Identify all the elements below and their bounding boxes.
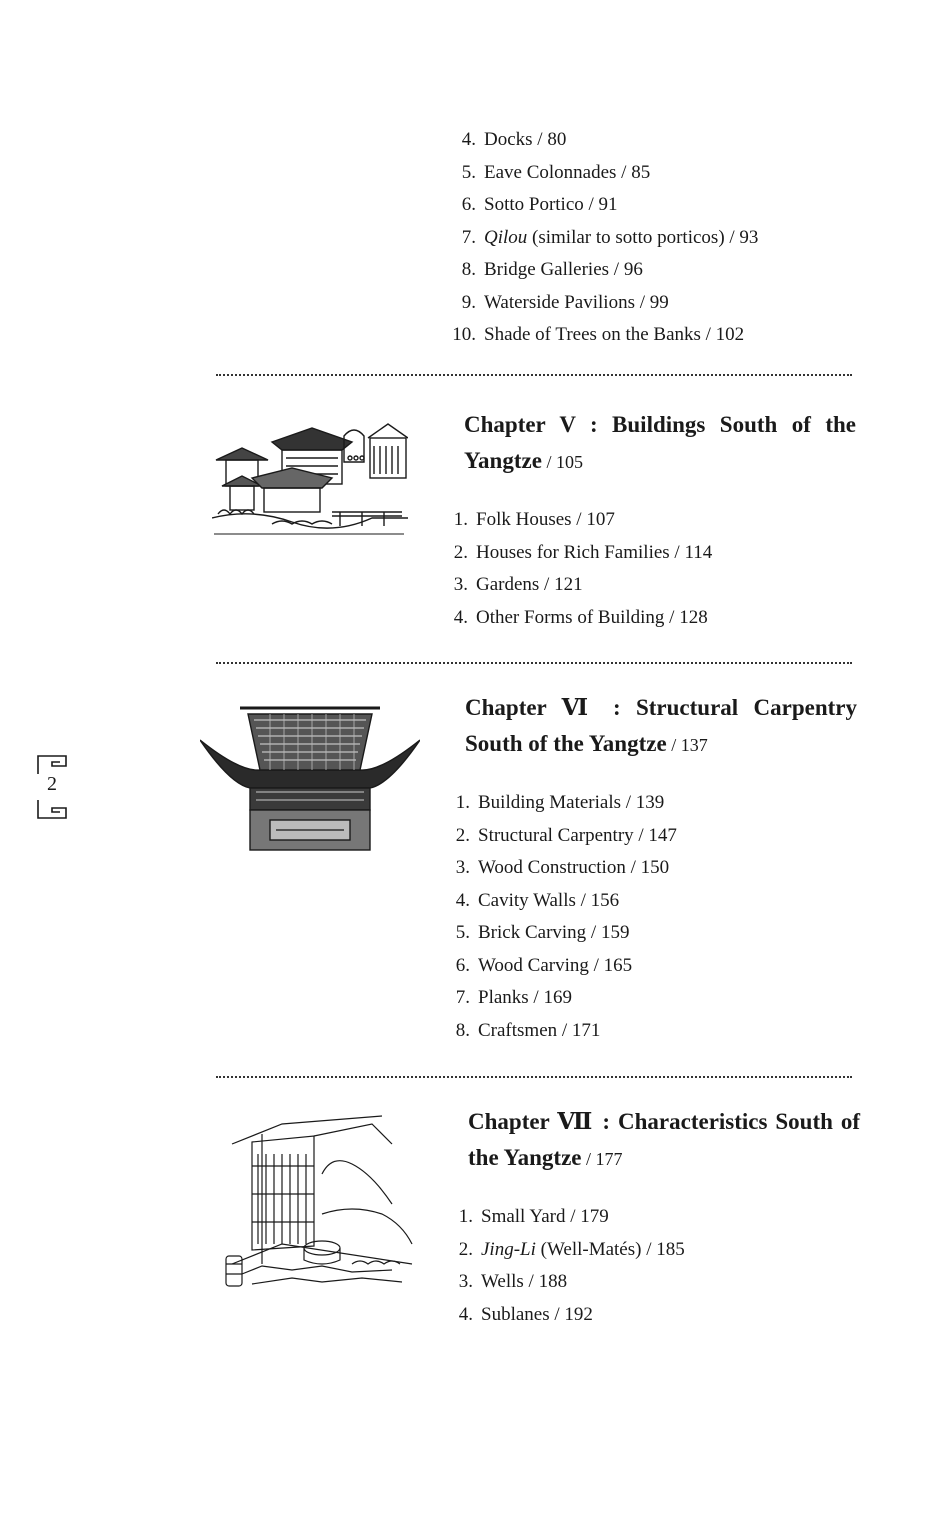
list-item: 7. Planks / 169 — [455, 987, 572, 1008]
list-item: 3. Wells / 188 — [458, 1271, 568, 1292]
page-number-box — [32, 752, 72, 822]
list-item: 6. Wood Carving / 165 — [455, 954, 633, 976]
list-item: 3. Gardens / 121 — [453, 574, 583, 595]
list-item: 1. Folk Houses / 107 — [453, 509, 615, 530]
dotted-divider — [216, 662, 852, 664]
dotted-divider — [216, 374, 852, 376]
list-item: 4. Cavity Walls / 156 — [455, 889, 620, 911]
list-item: 6. Sotto Portico / 91 — [461, 194, 618, 215]
list-item: 2. Structural Carpentry / 147 — [455, 824, 677, 846]
list-item: 4. Docks / 80 — [461, 129, 567, 150]
buildings-illustration — [212, 418, 408, 536]
list-item: 8. Bridge Galleries / 96 — [461, 259, 643, 280]
courtyard-illustration — [222, 1114, 414, 1294]
chapter-6-title: Chapter Ⅵ : Structural Carpentry South of the Yangtze / 137 — [465, 695, 857, 756]
list-item: 2. Jing-Li (Well-Matés) / 185 — [458, 1238, 685, 1260]
list-item: 4. Sublanes / 192 — [458, 1303, 593, 1325]
list-item: 8. Craftsmen / 171 — [455, 1019, 601, 1041]
list-item: 10. Shade of Trees on the Banks / 102 — [452, 324, 745, 345]
list-item: 1. Building Materials / 139 — [455, 792, 665, 813]
chapter-6-list — [434, 787, 677, 1047]
prev-chapter-list — [440, 124, 758, 352]
roof-illustration — [200, 700, 420, 852]
list-item: 4. Other Forms of Building / 128 — [453, 606, 708, 628]
list-item: 9. Waterside Pavilions / 99 — [461, 291, 669, 313]
chapter-5-list — [432, 504, 712, 634]
list-item: 1. Small Yard / 179 — [458, 1206, 609, 1227]
dotted-divider — [216, 1076, 852, 1078]
chapter-5-title: Chapter V : Buildings South of the Yangtze / 105 — [464, 412, 856, 473]
list-item: 2. Houses for Rich Families / 114 — [453, 541, 713, 563]
list-item: 5. Brick Carving / 159 — [455, 922, 630, 943]
chapter-7-title: Chapter Ⅶ : Characteristics South of the Yangtze / 177 — [468, 1109, 860, 1170]
list-item: 3. Wood Construction / 150 — [455, 857, 670, 878]
page-number: 2 — [47, 773, 57, 795]
chapter-7-list — [437, 1201, 685, 1331]
list-item: 7. Qilou (similar to sotto porticos) / 93 — [461, 226, 759, 248]
list-item: 5. Eave Colonnades / 85 — [461, 161, 651, 183]
